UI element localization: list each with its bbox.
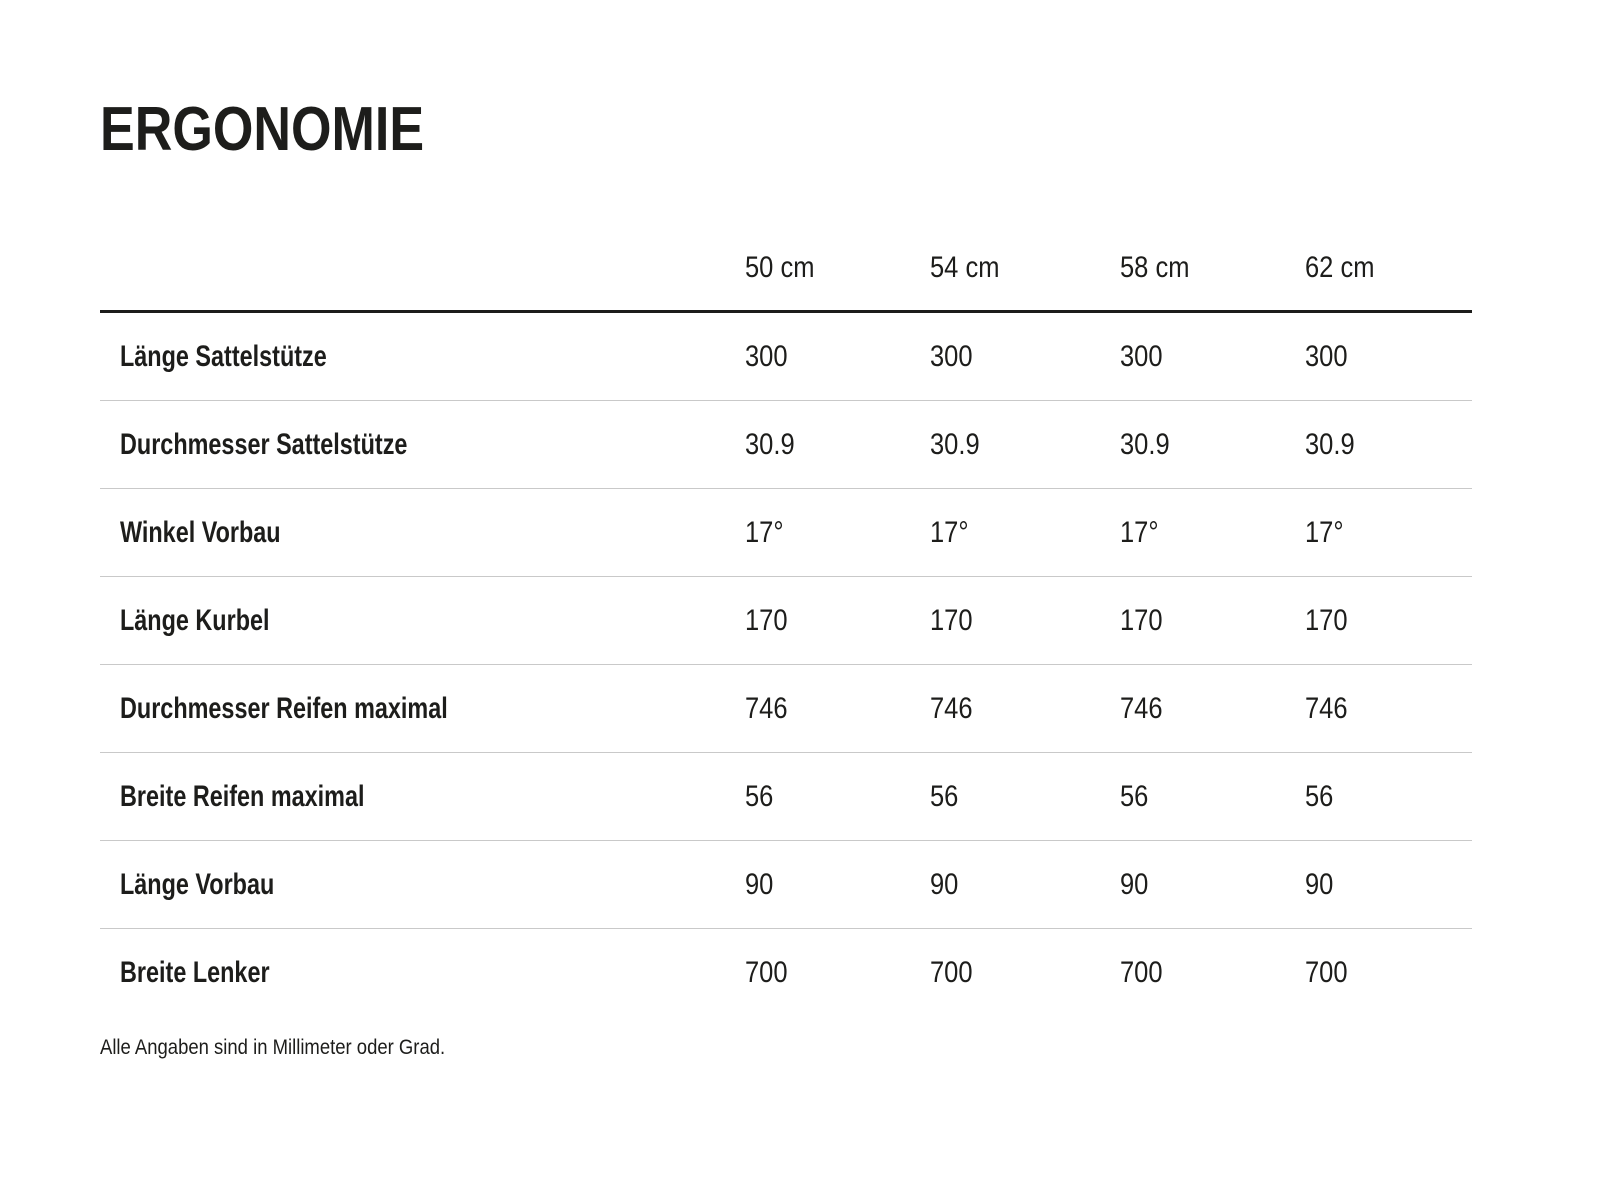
row-value [1120, 868, 1305, 902]
value-text: 170 [1305, 603, 1348, 637]
row-value [930, 780, 1120, 814]
row-label [100, 780, 745, 814]
row-value [1305, 604, 1472, 638]
row-value [1305, 340, 1472, 374]
row-label-text: Durchmesser Sattelstütze [120, 427, 408, 461]
row-value [930, 956, 1120, 990]
row-value [930, 868, 1120, 902]
ergonomics-table [100, 226, 1472, 1016]
row-label [100, 956, 745, 990]
value-text: 56 [1120, 779, 1149, 813]
row-value [745, 868, 930, 902]
row-label [100, 692, 745, 726]
row-value [1305, 868, 1472, 902]
value-text: 30.9 [1305, 427, 1355, 461]
row-value [745, 340, 930, 374]
row-label-text: Winkel Vorbau [120, 515, 281, 549]
page-title: ERGONOMIE [100, 95, 425, 164]
value-text: 56 [1305, 779, 1334, 813]
row-value [930, 516, 1120, 550]
row-value [745, 692, 930, 726]
value-text: 56 [745, 779, 774, 813]
row-value [745, 604, 930, 638]
row-label-text: Breite Reifen maximal [120, 779, 365, 813]
value-text: 17° [745, 515, 784, 549]
row-value [1305, 780, 1472, 814]
value-text: 746 [1120, 691, 1163, 725]
table-row [100, 753, 1472, 841]
row-value [745, 780, 930, 814]
row-label-text: Länge Kurbel [120, 603, 270, 637]
row-value [930, 692, 1120, 726]
value-text: 746 [1305, 691, 1348, 725]
value-text: 30.9 [745, 427, 795, 461]
column-header-58cm [1120, 251, 1305, 285]
value-text: 300 [1305, 339, 1348, 373]
table-row [100, 313, 1472, 401]
value-text: 90 [1305, 867, 1334, 901]
value-text: 17° [930, 515, 969, 549]
column-header-54cm [930, 251, 1120, 285]
row-label-text: Länge Vorbau [120, 867, 275, 901]
row-value [1120, 340, 1305, 374]
table-row [100, 401, 1472, 489]
table-row [100, 841, 1472, 929]
value-text: 746 [745, 691, 788, 725]
row-value [930, 340, 1120, 374]
row-label [100, 516, 745, 550]
value-text: 90 [1120, 867, 1149, 901]
value-text: 30.9 [1120, 427, 1170, 461]
value-text: 56 [930, 779, 959, 813]
value-text: 746 [930, 691, 973, 725]
column-header-label: 50 cm [745, 251, 815, 284]
row-value [1305, 516, 1472, 550]
value-text: 300 [1120, 339, 1163, 373]
row-value [1305, 956, 1472, 990]
row-label-text: Breite Lenker [120, 955, 270, 989]
value-text: 300 [930, 339, 973, 373]
row-value [930, 604, 1120, 638]
row-value [930, 428, 1120, 462]
row-value [1305, 692, 1472, 726]
row-value [1120, 428, 1305, 462]
value-text: 170 [930, 603, 973, 637]
value-text: 700 [1305, 955, 1348, 989]
table-row [100, 665, 1472, 753]
column-header-label: 58 cm [1120, 251, 1190, 284]
table-row [100, 929, 1472, 1016]
column-header-label: 62 cm [1305, 251, 1375, 284]
row-label [100, 428, 745, 462]
row-value [1120, 516, 1305, 550]
row-label [100, 340, 745, 374]
row-label-text: Länge Sattelstütze [120, 339, 327, 373]
row-value [745, 956, 930, 990]
table-header-row [100, 226, 1472, 313]
row-value [1305, 428, 1472, 462]
value-text: 90 [930, 867, 959, 901]
value-text: 17° [1120, 515, 1159, 549]
value-text: 17° [1305, 515, 1344, 549]
column-header-label: 54 cm [930, 251, 1000, 284]
value-text: 700 [745, 955, 788, 989]
value-text: 30.9 [930, 427, 980, 461]
table-row [100, 489, 1472, 577]
column-header-62cm [1305, 251, 1472, 285]
row-label [100, 604, 745, 638]
value-text: 170 [1120, 603, 1163, 637]
row-label [100, 868, 745, 902]
row-value [745, 428, 930, 462]
value-text: 700 [1120, 955, 1163, 989]
value-text: 170 [745, 603, 788, 637]
column-header-50cm [745, 251, 930, 285]
table-row [100, 577, 1472, 665]
footnote: Alle Angaben sind in Millimeter oder Grad. [100, 1036, 446, 1059]
value-text: 90 [745, 867, 774, 901]
row-value [1120, 604, 1305, 638]
row-value [1120, 780, 1305, 814]
value-text: 300 [745, 339, 788, 373]
row-value [1120, 692, 1305, 726]
value-text: 700 [930, 955, 973, 989]
row-label-text: Durchmesser Reifen maximal [120, 691, 448, 725]
row-value [745, 516, 930, 550]
row-value [1120, 956, 1305, 990]
